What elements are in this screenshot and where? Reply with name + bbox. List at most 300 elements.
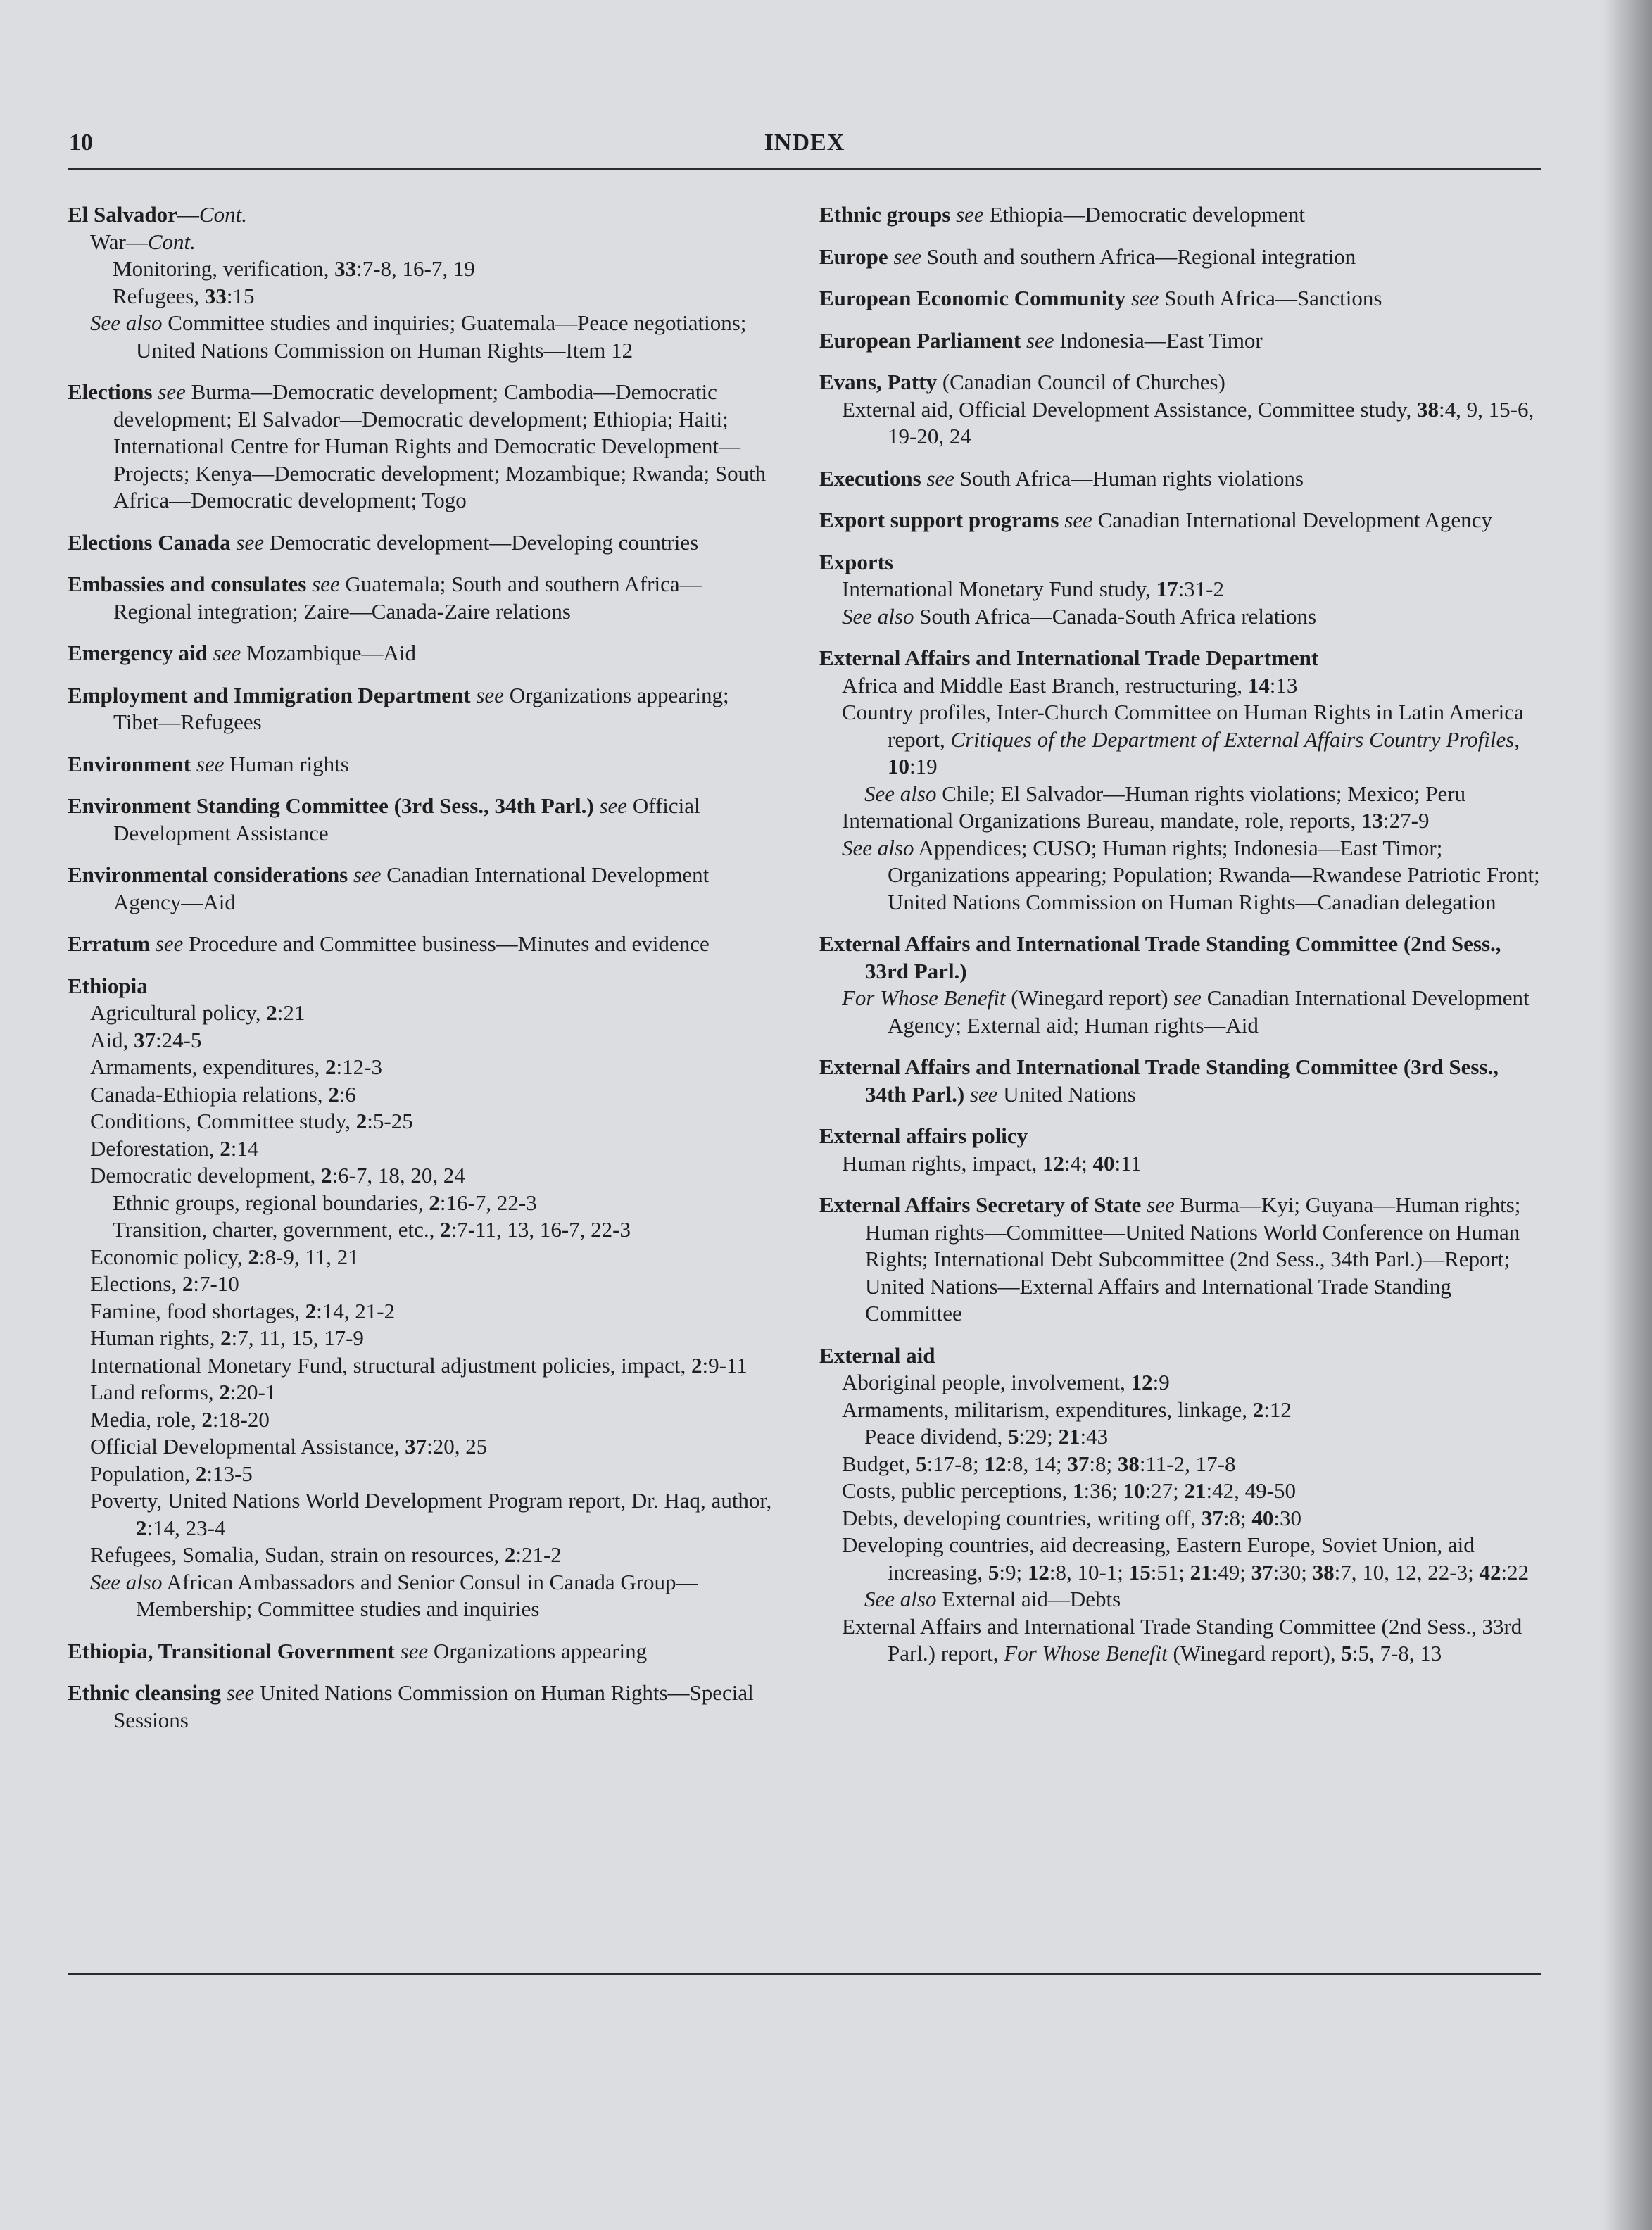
text-run: Armaments, militarism, expenditures, linkage,	[842, 1397, 1253, 1422]
index-subentry-line	[68, 1108, 778, 1135]
bold-text: External Affairs and International Trade Department	[819, 645, 1319, 670]
bold-text: Export support programs	[819, 508, 1059, 532]
index-subentry-line	[68, 1352, 778, 1380]
bold-text: 2	[201, 1406, 213, 1432]
italic-text: see	[1173, 985, 1202, 1010]
text-run: Canadian International Development Agency; External aid; Human rights—Aid	[888, 985, 1530, 1038]
text-run: :8, 14;	[1006, 1451, 1068, 1476]
text-run: South and southern Africa—Regional integration	[921, 244, 1356, 269]
text-run: :12-3	[336, 1054, 382, 1079]
text-run: :7, 10, 12, 22-3;	[1334, 1559, 1480, 1585]
index-heading-line	[819, 645, 1541, 672]
text-run: :15	[226, 283, 255, 308]
bold-text: 2	[504, 1542, 516, 1567]
text-run: African Ambassadors and Senior Consul in Canada Group—Membership; Committee studies and inquiries	[136, 1569, 698, 1621]
bold-text: 12	[984, 1451, 1007, 1476]
index-subentry-line	[68, 1162, 778, 1190]
text-run: :7-10	[193, 1271, 239, 1296]
index-subentry-line	[68, 1433, 778, 1461]
index-entry	[819, 931, 1541, 1039]
italic-text: see	[213, 641, 241, 665]
bold-text: External affairs policy	[819, 1123, 1028, 1148]
index-subentry-line	[68, 1406, 778, 1434]
index-entry	[819, 645, 1541, 916]
italic-text: see	[956, 202, 984, 227]
index-subentry-line	[68, 1298, 778, 1325]
bold-text: 37	[1251, 1559, 1273, 1585]
text-run: Official Development Assistance	[113, 793, 700, 845]
bold-text: Europe	[819, 244, 888, 269]
text-run: :29;	[1019, 1424, 1059, 1449]
text-run: :6-7, 18, 20, 24	[332, 1163, 465, 1188]
italic-text: See also	[842, 603, 914, 629]
index-subentry-line	[819, 985, 1541, 1039]
text-run: Indonesia—East Timor	[1054, 327, 1263, 353]
index-subentry-line	[68, 1027, 778, 1054]
index-subentry-line	[68, 1054, 778, 1081]
text-run: South Africa—Sanctions	[1159, 286, 1382, 310]
bold-text: 2	[320, 1163, 332, 1188]
text-run: :14, 21-2	[316, 1298, 396, 1323]
text-run: Chile; El Salvador—Human rights violations; Mexico; Peru	[936, 781, 1466, 806]
bold-text: Elections	[68, 379, 153, 404]
bold-text: 33	[334, 256, 357, 281]
text-run: :36;	[1083, 1478, 1123, 1503]
text-run: Organizations appearing; Tibet—Refugees	[113, 682, 729, 734]
bold-text: 5	[1008, 1424, 1019, 1449]
text-run: Guatemala; South and southern Africa—Regional integration; Zaire—Canada-Zaire relations	[113, 572, 702, 624]
text-run: Armaments, expenditures,	[90, 1054, 326, 1079]
bold-text: External aid	[819, 1342, 935, 1368]
index-heading-line	[68, 529, 778, 557]
text-run: Agricultural policy,	[90, 1000, 267, 1025]
index-subentry-line	[819, 1586, 1541, 1613]
index-entry	[819, 327, 1541, 355]
bold-text: 40	[1092, 1150, 1115, 1176]
bold-text: 2	[182, 1271, 194, 1296]
text-run: :8;	[1223, 1505, 1252, 1530]
index-subentry-line	[68, 283, 778, 310]
text-run	[306, 572, 312, 596]
text-run: Monitoring, verification,	[113, 256, 335, 281]
text-run: United Nations	[997, 1081, 1136, 1107]
bold-text: 2	[195, 1461, 207, 1486]
bold-text: 5	[1341, 1641, 1352, 1665]
index-subentry-line	[68, 1000, 778, 1027]
bold-text: Employment and Immigration Department	[68, 682, 471, 707]
text-run: Canadian International Development Agency—Aid	[113, 862, 710, 914]
index-heading-line	[68, 571, 778, 625]
text-run: :17-8;	[926, 1451, 985, 1476]
bold-text: 14	[1247, 672, 1270, 698]
index-subentry-line	[819, 1423, 1541, 1451]
bold-text: 42	[1479, 1559, 1501, 1585]
index-heading-line	[819, 201, 1541, 229]
index-entry	[819, 285, 1541, 313]
text-run: External aid, Official Development Assistance, Committee study,	[842, 396, 1418, 422]
bold-text: External Affairs Secretary of State	[819, 1192, 1142, 1217]
index-heading-line	[819, 931, 1541, 985]
text-run: :21	[277, 1000, 305, 1025]
index-subentry-line	[68, 1216, 778, 1244]
text-run: :43	[1080, 1424, 1109, 1449]
text-run: :11	[1114, 1150, 1142, 1176]
index-heading-line	[819, 1342, 1541, 1370]
index-heading-line	[819, 507, 1541, 534]
text-run: Human rights	[224, 751, 349, 776]
italic-text: see	[1147, 1192, 1175, 1217]
index-heading-line	[68, 379, 778, 515]
bold-text: 37	[405, 1434, 427, 1459]
index-subentry-line	[68, 310, 778, 364]
text-run: :49;	[1211, 1559, 1251, 1585]
index-entry	[68, 529, 778, 557]
bold-text: Environment	[68, 751, 191, 776]
italic-text: see	[353, 862, 382, 887]
text-run: :7, 11, 15, 17-9	[231, 1325, 364, 1350]
bold-text: 2	[219, 1380, 230, 1404]
index-subentry-line	[819, 1478, 1541, 1505]
text-run: Famine, food shortages,	[90, 1298, 305, 1323]
index-entry	[68, 1680, 778, 1734]
italic-text: See also	[864, 1587, 937, 1611]
bold-text: Environmental considerations	[68, 862, 348, 887]
bold-text: El Salvador	[68, 202, 177, 227]
text-run: (Winegard report)	[1005, 985, 1174, 1010]
text-run: :51;	[1150, 1559, 1190, 1585]
bold-text: 1	[1073, 1478, 1084, 1503]
text-run: Costs, public perceptions,	[842, 1478, 1073, 1503]
italic-text: Critiques of the Department of External Affairs Country Profiles	[950, 726, 1515, 752]
index-entry	[819, 369, 1541, 451]
text-run: Budget,	[842, 1451, 916, 1476]
bold-text: 13	[1361, 808, 1384, 833]
text-run: (Canadian Council of Churches)	[937, 370, 1225, 394]
italic-text: see	[400, 1638, 429, 1663]
text-run: :22	[1501, 1559, 1530, 1585]
bold-text: Evans, Patty	[819, 370, 938, 394]
index-subentry-line	[819, 1532, 1541, 1586]
bold-text: 12	[1042, 1150, 1064, 1176]
italic-text: See also	[90, 1569, 163, 1594]
bold-text: 10	[1123, 1478, 1145, 1503]
text-run: Deforestation,	[90, 1135, 220, 1161]
bold-text: 2	[248, 1244, 259, 1269]
index-heading-line	[68, 793, 778, 847]
index-subentry-line	[819, 1397, 1541, 1424]
text-run: :27-9	[1383, 808, 1430, 833]
bold-text: Embassies and consulates	[68, 572, 307, 596]
text-run	[950, 202, 956, 227]
text-run: Population,	[90, 1461, 196, 1486]
index-heading-line	[68, 751, 778, 779]
text-run: :9-11	[702, 1352, 748, 1378]
text-run: Ethnic groups, regional boundaries,	[113, 1190, 429, 1215]
index-subentry-line	[68, 1081, 778, 1109]
index-subentry-line	[819, 1505, 1541, 1532]
bold-text: 2	[1252, 1397, 1264, 1422]
index-heading-line	[68, 1638, 778, 1665]
text-run: :13-5	[206, 1461, 253, 1486]
bold-text: Ethiopia	[68, 973, 148, 998]
bold-text: 2	[355, 1109, 367, 1133]
text-run: War—	[90, 229, 148, 254]
index-subentry-line	[68, 1271, 778, 1298]
bold-text: Executions	[819, 465, 921, 491]
bold-text: Environment Standing Committee (3rd Sess., 34th Parl.)	[68, 793, 594, 818]
bold-text: 12	[1130, 1370, 1153, 1394]
index-subentry-line	[68, 229, 778, 256]
index-entry	[68, 640, 778, 667]
index-entry	[68, 931, 778, 958]
index-entry	[68, 793, 778, 847]
italic-text: Cont.	[198, 202, 247, 227]
text-run: :24-5	[156, 1027, 202, 1052]
text-run	[348, 862, 353, 887]
text-run: Official Developmental Assistance,	[90, 1434, 405, 1459]
index-subentry-line	[819, 396, 1541, 451]
text-run: :11-2, 17-8	[1139, 1451, 1236, 1476]
index-subentry-line	[68, 1487, 778, 1542]
index-entry	[819, 507, 1541, 534]
bold-text: 37	[134, 1027, 156, 1052]
text-run: Aid,	[90, 1027, 134, 1052]
bold-text: 2	[136, 1515, 147, 1540]
italic-text: For Whose Benefit	[842, 985, 1006, 1010]
footer-rule	[68, 1973, 1541, 1975]
index-subentry-line	[68, 1244, 778, 1271]
text-run: :19	[909, 754, 938, 779]
index-subentry-line	[68, 1461, 778, 1488]
text-run: Developing countries, aid decreasing, Eastern Europe, Soviet Union, aid increasing,	[842, 1532, 1475, 1585]
index-heading-line	[68, 682, 778, 736]
text-run: :9;	[999, 1559, 1028, 1585]
bold-text: 21	[1058, 1424, 1080, 1449]
index-entry	[819, 201, 1541, 229]
index-entry	[819, 1054, 1541, 1108]
text-run: :20, 25	[427, 1434, 488, 1459]
text-run	[395, 1639, 401, 1663]
italic-text: see	[599, 793, 628, 818]
italic-text: see	[476, 682, 504, 707]
index-heading-line	[819, 244, 1541, 271]
index-heading-line	[819, 549, 1541, 577]
index-heading-line	[68, 931, 778, 958]
bold-text: 21	[1190, 1559, 1212, 1585]
text-run: International Monetary Fund study,	[842, 577, 1156, 601]
text-run: :42, 49-50	[1206, 1478, 1296, 1503]
text-run: Burma—Kyi; Guyana—Human rights; Human rights—Committee—United Nations World Conference on Human Rights; International Debt Subcommittee (2nd Sess., 34th Parl.)—Report; United Nations—External Affairs and International Trade Standing Committee	[865, 1192, 1521, 1325]
bold-text: 17	[1156, 577, 1178, 601]
index-entry	[68, 201, 778, 364]
text-run: Poverty, United Nations World Development Program report, Dr. Haq, author,	[90, 1488, 772, 1513]
text-run: :30	[1273, 1505, 1301, 1530]
index-subentry-line	[68, 1135, 778, 1163]
text-run: :30;	[1273, 1559, 1313, 1585]
text-run: Human rights,	[90, 1325, 221, 1350]
index-heading-line	[68, 973, 778, 1000]
index-heading-line	[819, 1123, 1541, 1150]
bold-text: 37	[1201, 1505, 1223, 1530]
text-run	[191, 752, 196, 776]
italic-text: see	[1130, 286, 1159, 310]
italic-text: See also	[864, 781, 937, 806]
index-subentry-line	[68, 1379, 778, 1406]
italic-text: See also	[842, 835, 914, 860]
bold-text: 2	[220, 1135, 231, 1161]
bold-text: 2	[691, 1352, 702, 1378]
index-entry	[819, 1123, 1541, 1177]
index-subentry-line	[819, 781, 1541, 808]
text-run: Mozambique—Aid	[241, 641, 417, 665]
index-entry	[819, 244, 1541, 271]
index-entry	[68, 1638, 778, 1665]
index-entry	[68, 751, 778, 779]
text-run: International Organizations Bureau, mandate, role, reports,	[842, 808, 1362, 833]
text-run: Country profiles, Inter-Church Committee on Human Rights in Latin America report,	[842, 700, 1524, 752]
text-run: Refugees,	[113, 283, 205, 308]
running-head: INDEX	[764, 130, 845, 156]
italic-text: see	[1064, 508, 1092, 532]
text-run: —	[177, 202, 199, 227]
bold-text: 40	[1251, 1505, 1274, 1530]
italic-text: see	[969, 1081, 998, 1107]
bold-text: 38	[1312, 1559, 1335, 1585]
bold-text: Ethnic cleansing	[68, 1680, 221, 1705]
text-run: :27;	[1145, 1478, 1185, 1503]
bold-text: Ethnic groups	[819, 202, 951, 227]
index-entry	[68, 379, 778, 515]
index-subentry-line	[819, 1369, 1541, 1397]
text-run: :9	[1152, 1370, 1170, 1394]
text-run: Canadian International Development Agency	[1092, 508, 1492, 532]
text-run: Economic policy,	[90, 1244, 248, 1269]
text-run: :6	[339, 1081, 356, 1107]
index-heading-line	[819, 369, 1541, 396]
text-run: Elections,	[90, 1271, 182, 1296]
index-subentry-line	[68, 1542, 778, 1569]
index-subentry-line	[819, 1613, 1541, 1668]
text-run: (Winegard report),	[1167, 1641, 1342, 1665]
index-subentry-line	[819, 1451, 1541, 1478]
page-number: 10	[69, 130, 93, 156]
index-subentry-line	[819, 835, 1541, 916]
text-run: Canada-Ethiopia relations,	[90, 1081, 329, 1107]
text-run	[150, 931, 156, 956]
italic-text: see	[158, 379, 186, 404]
text-run: Committee studies and inquiries; Guatemala—Peace negotiations; United Nations Commission on Human Rights—Item 12	[136, 310, 747, 363]
index-heading-line	[819, 327, 1541, 355]
index-heading-line	[819, 1054, 1541, 1108]
italic-text: see	[312, 572, 340, 596]
italic-text: see	[893, 244, 921, 269]
text-run: Burma—Democratic development; Cambodia—Democratic development; El Salvador—Democratic development; Ethiopia; Haiti; International Centre for Human Rights and Democratic Development—Projects; Kenya—Democratic development; Mozambique; Rwanda; South Africa—Democratic development; Togo	[113, 379, 767, 512]
text-run	[1141, 1192, 1147, 1217]
text-run: :18-20	[212, 1406, 270, 1432]
index-subentry-line	[819, 603, 1541, 631]
text-run: :14, 23-4	[146, 1515, 226, 1540]
index-subentry-line	[819, 1150, 1541, 1178]
index-subentry-line	[819, 699, 1541, 781]
text-run: :7-8, 16-7, 19	[356, 256, 475, 281]
text-run: Debts, developing countries, writing off,	[842, 1505, 1202, 1530]
text-run: External Affairs and International Trade Standing Committee (2nd Sess., 33rd Parl.) report,	[842, 1613, 1522, 1665]
text-run: Refugees, Somalia, Sudan, strain on resources,	[90, 1542, 505, 1567]
bold-text: 37	[1067, 1451, 1090, 1476]
bold-text: Erratum	[68, 931, 151, 956]
header-rule	[68, 168, 1541, 170]
index-subentry-line	[819, 576, 1541, 603]
index-subentry-line	[68, 1325, 778, 1352]
bold-text: 2	[440, 1217, 451, 1242]
text-run: Appendices; CUSO; Human rights; Indonesia—East Timor; Organizations appearing; Population; Rwanda—Rwandese Patriotic Front; United Nations Commission on Human Rights—Canadian delegation	[888, 835, 1540, 914]
italic-text: see	[226, 1680, 255, 1705]
text-run	[964, 1082, 970, 1107]
text-run: Procedure and Committee business—Minutes and evidence	[183, 931, 710, 956]
text-run	[1125, 286, 1131, 310]
text-run: :31-2	[1178, 577, 1224, 601]
bold-text: European Parliament	[819, 327, 1021, 353]
text-run: :4, 9, 15-6, 19-20, 24	[888, 396, 1534, 448]
text-run: :16-7, 22-3	[439, 1190, 537, 1215]
italic-text: Cont.	[147, 229, 196, 254]
italic-text: see	[236, 529, 265, 555]
index-entry	[68, 571, 778, 625]
bold-text: External Affairs and International Trade Standing Committee (2nd Sess., 33rd Parl.)	[819, 931, 1501, 983]
text-run: Media, role,	[90, 1406, 202, 1432]
index-heading-line	[819, 465, 1541, 493]
bold-text: 5	[916, 1451, 927, 1476]
italic-text: see	[155, 931, 184, 956]
bold-text: European Economic Community	[819, 286, 1126, 310]
index-entry	[68, 862, 778, 916]
index-entry	[819, 1192, 1541, 1328]
page-edge-shadow	[1603, 0, 1652, 2230]
index-heading-line	[819, 1192, 1541, 1328]
bold-text: 2	[220, 1325, 232, 1350]
bold-text: 2	[325, 1054, 336, 1079]
bold-text: 33	[204, 283, 227, 308]
bold-text: 2	[429, 1190, 440, 1215]
index-subentry-line	[819, 807, 1541, 835]
italic-text: see	[196, 751, 225, 776]
text-run: External aid—Debts	[936, 1587, 1121, 1611]
text-run: Transition, charter, government, etc.,	[113, 1217, 441, 1242]
italic-text: For Whose Benefit	[1004, 1641, 1168, 1665]
text-run: :8, 10-1;	[1049, 1559, 1129, 1585]
italic-text: see	[1026, 327, 1054, 353]
text-run: :12	[1263, 1397, 1292, 1422]
text-run: :4;	[1064, 1150, 1093, 1176]
index-heading-line	[68, 1680, 778, 1734]
text-run: :8;	[1089, 1451, 1118, 1476]
text-run: Peace dividend,	[864, 1424, 1009, 1449]
bold-text: Exports	[819, 549, 894, 574]
text-run: Democratic development—Developing countries	[264, 529, 699, 555]
text-run: :14	[230, 1135, 259, 1161]
text-run: Organizations appearing	[428, 1638, 648, 1663]
index-heading-line	[68, 201, 778, 229]
italic-text: See also	[90, 310, 163, 335]
index-entry	[819, 465, 1541, 493]
index-column-left	[68, 201, 778, 1749]
bold-text: 21	[1184, 1478, 1206, 1503]
text-run: Ethiopia—Democratic development	[983, 202, 1305, 227]
text-run	[221, 1680, 227, 1705]
index-entry	[68, 973, 778, 1623]
text-run: South Africa—Canada-South Africa relations	[914, 603, 1317, 629]
index-heading-line	[68, 640, 778, 667]
